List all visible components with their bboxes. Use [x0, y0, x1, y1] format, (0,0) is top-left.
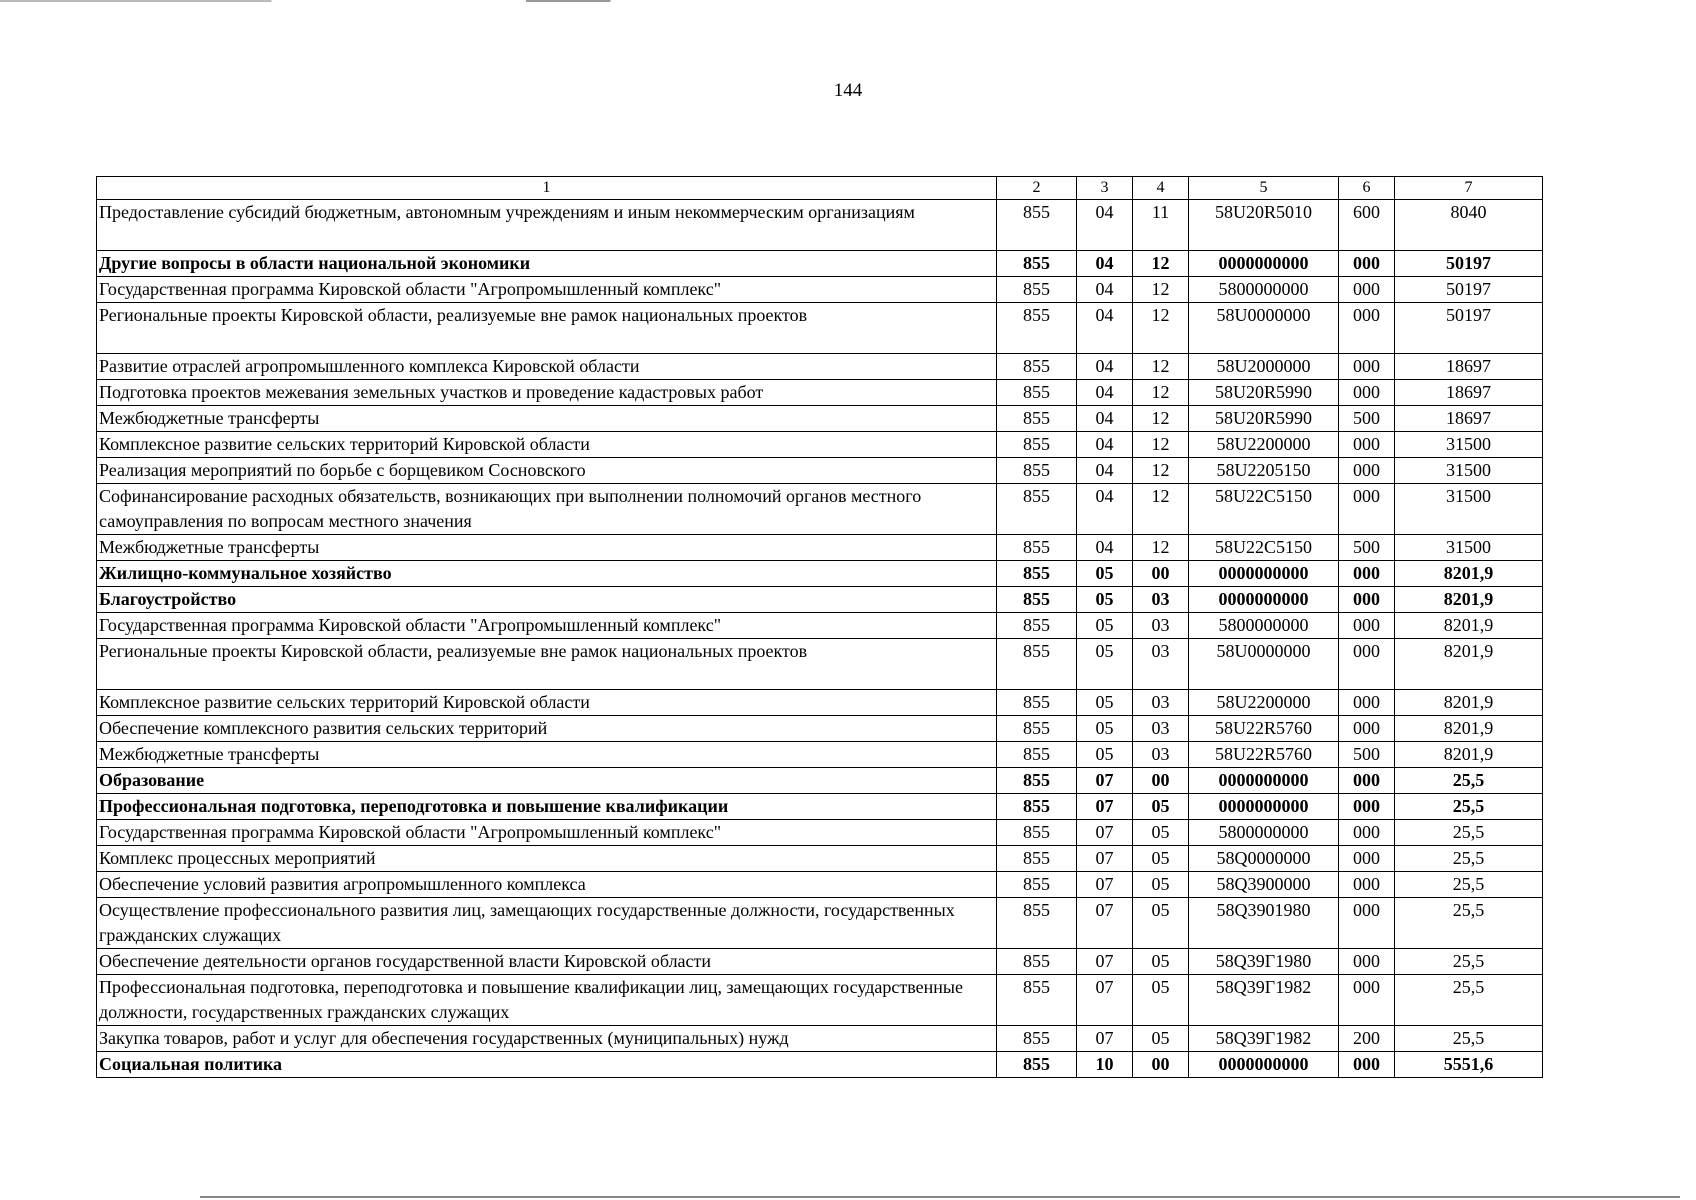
row-admin-code: 855 [997, 303, 1077, 354]
row-admin-code: 855 [997, 406, 1077, 432]
row-expense-type: 000 [1339, 1052, 1395, 1078]
table-row [97, 820, 1543, 846]
row-subsection: 12 [1133, 380, 1189, 406]
row-expense-type: 000 [1339, 898, 1395, 949]
row-name: Обеспечение комплексного развития сельских территорий [97, 716, 997, 742]
row-amount: 18697 [1395, 354, 1543, 380]
row-section: 04 [1077, 251, 1133, 277]
row-target-article: 58Q3901980 [1189, 898, 1339, 949]
header-cell-2: 2 [997, 177, 1077, 200]
table-row [97, 898, 1543, 949]
row-admin-code: 855 [997, 949, 1077, 975]
row-amount: 8201,9 [1395, 742, 1543, 768]
table-row [97, 1052, 1543, 1078]
row-target-article: 58U2200000 [1189, 690, 1339, 716]
scan-edge-bottom [200, 1196, 1680, 1198]
row-expense-type: 000 [1339, 561, 1395, 587]
row-target-article: 58Q0000000 [1189, 846, 1339, 872]
budget-table-container [96, 176, 1542, 1078]
row-amount: 25,5 [1395, 1026, 1543, 1052]
row-subsection: 12 [1133, 484, 1189, 535]
row-expense-type: 000 [1339, 846, 1395, 872]
header-cell-4: 4 [1133, 177, 1189, 200]
row-section: 04 [1077, 406, 1133, 432]
row-expense-type: 000 [1339, 354, 1395, 380]
row-amount: 8201,9 [1395, 561, 1543, 587]
row-admin-code: 855 [997, 277, 1077, 303]
row-expense-type: 600 [1339, 200, 1395, 251]
row-admin-code: 855 [997, 768, 1077, 794]
table-row [97, 406, 1543, 432]
row-section: 07 [1077, 820, 1133, 846]
row-admin-code: 855 [997, 639, 1077, 690]
row-target-article: 58Q39Г1980 [1189, 949, 1339, 975]
row-name: Государственная программа Кировской области "Агропромышленный комплекс" [97, 613, 997, 639]
row-name: Комплексное развитие сельских территорий Кировской области [97, 432, 997, 458]
row-admin-code: 855 [997, 354, 1077, 380]
row-target-article: 58U20R5010 [1189, 200, 1339, 251]
row-target-article: 58U22R5760 [1189, 716, 1339, 742]
row-admin-code: 855 [997, 872, 1077, 898]
row-amount: 8201,9 [1395, 639, 1543, 690]
header-cell-1: 1 [97, 177, 997, 200]
row-target-article: 58U0000000 [1189, 303, 1339, 354]
row-amount: 50197 [1395, 277, 1543, 303]
row-admin-code: 855 [997, 380, 1077, 406]
table-row [97, 432, 1543, 458]
table-row [97, 949, 1543, 975]
row-amount: 25,5 [1395, 768, 1543, 794]
row-subsection: 00 [1133, 768, 1189, 794]
row-name: Закупка товаров, работ и услуг для обеспечения государственных (муниципальных) нужд [97, 1026, 997, 1052]
row-subsection: 12 [1133, 251, 1189, 277]
row-section: 05 [1077, 587, 1133, 613]
row-subsection: 03 [1133, 639, 1189, 690]
table-row [97, 535, 1543, 561]
row-target-article: 58U22C5150 [1189, 535, 1339, 561]
table-row [97, 354, 1543, 380]
row-expense-type: 500 [1339, 406, 1395, 432]
row-name: Образование [97, 768, 997, 794]
row-subsection: 05 [1133, 820, 1189, 846]
row-section: 05 [1077, 742, 1133, 768]
row-subsection: 12 [1133, 406, 1189, 432]
row-subsection: 05 [1133, 794, 1189, 820]
row-subsection: 05 [1133, 1026, 1189, 1052]
row-subsection: 12 [1133, 535, 1189, 561]
table-header-row [97, 177, 1543, 200]
table-row [97, 846, 1543, 872]
row-admin-code: 855 [997, 432, 1077, 458]
header-cell-6: 6 [1339, 177, 1395, 200]
row-section: 07 [1077, 794, 1133, 820]
row-amount: 8201,9 [1395, 613, 1543, 639]
row-amount: 31500 [1395, 484, 1543, 535]
row-expense-type: 000 [1339, 716, 1395, 742]
row-section: 04 [1077, 200, 1133, 251]
row-target-article: 0000000000 [1189, 1052, 1339, 1078]
row-expense-type: 000 [1339, 975, 1395, 1026]
row-section: 07 [1077, 949, 1133, 975]
row-subsection: 00 [1133, 1052, 1189, 1078]
row-amount: 31500 [1395, 432, 1543, 458]
table-row [97, 742, 1543, 768]
row-admin-code: 855 [997, 975, 1077, 1026]
row-name: Социальная политика [97, 1052, 997, 1078]
row-name: Государственная программа Кировской области "Агропромышленный комплекс" [97, 277, 997, 303]
row-target-article: 58U2205150 [1189, 458, 1339, 484]
table-row [97, 458, 1543, 484]
row-name: Развитие отраслей агропромышленного комплекса Кировской области [97, 354, 997, 380]
row-expense-type: 000 [1339, 303, 1395, 354]
table-row [97, 716, 1543, 742]
row-section: 04 [1077, 432, 1133, 458]
row-amount: 31500 [1395, 458, 1543, 484]
row-amount: 50197 [1395, 303, 1543, 354]
row-target-article: 0000000000 [1189, 251, 1339, 277]
row-section: 04 [1077, 380, 1133, 406]
row-expense-type: 000 [1339, 587, 1395, 613]
row-admin-code: 855 [997, 200, 1077, 251]
row-subsection: 03 [1133, 587, 1189, 613]
row-expense-type: 000 [1339, 251, 1395, 277]
row-target-article: 58U20R5990 [1189, 406, 1339, 432]
row-amount: 8201,9 [1395, 690, 1543, 716]
row-section: 10 [1077, 1052, 1133, 1078]
row-section: 05 [1077, 561, 1133, 587]
row-admin-code: 855 [997, 1052, 1077, 1078]
row-name: Профессиональная подготовка, переподготовка и повышение квалификации [97, 794, 997, 820]
row-subsection: 12 [1133, 458, 1189, 484]
row-section: 07 [1077, 846, 1133, 872]
table-row [97, 768, 1543, 794]
row-amount: 5551,6 [1395, 1052, 1543, 1078]
row-admin-code: 855 [997, 716, 1077, 742]
row-name: Жилищно-коммунальное хозяйство [97, 561, 997, 587]
row-subsection: 03 [1133, 613, 1189, 639]
table-row [97, 794, 1543, 820]
budget-table [96, 176, 1543, 1078]
row-expense-type: 200 [1339, 1026, 1395, 1052]
row-name: Обеспечение деятельности органов государственной власти Кировской области [97, 949, 997, 975]
table-row [97, 613, 1543, 639]
row-amount: 18697 [1395, 406, 1543, 432]
row-name: Предоставление субсидий бюджетным, автономным учреждениям и иным некоммерческим организациям [97, 200, 997, 251]
row-admin-code: 855 [997, 484, 1077, 535]
row-admin-code: 855 [997, 898, 1077, 949]
table-row [97, 277, 1543, 303]
row-section: 07 [1077, 975, 1133, 1026]
row-subsection: 05 [1133, 846, 1189, 872]
table-row [97, 561, 1543, 587]
row-section: 07 [1077, 768, 1133, 794]
table-row [97, 872, 1543, 898]
row-admin-code: 855 [997, 820, 1077, 846]
row-target-article: 5800000000 [1189, 613, 1339, 639]
row-name: Подготовка проектов межевания земельных участков и проведение кадастровых работ [97, 380, 997, 406]
table-row [97, 380, 1543, 406]
row-expense-type: 000 [1339, 794, 1395, 820]
row-expense-type: 000 [1339, 690, 1395, 716]
row-expense-type: 000 [1339, 768, 1395, 794]
row-admin-code: 855 [997, 613, 1077, 639]
row-target-article: 58U22C5150 [1189, 484, 1339, 535]
row-amount: 8201,9 [1395, 716, 1543, 742]
row-target-article: 58U22R5760 [1189, 742, 1339, 768]
row-expense-type: 000 [1339, 432, 1395, 458]
table-row [97, 200, 1543, 251]
row-name: Осуществление профессионального развития лиц, замещающих государственные должности, государственных гражданских служащих [97, 898, 997, 949]
row-target-article: 58Q39Г1982 [1189, 1026, 1339, 1052]
row-amount: 25,5 [1395, 794, 1543, 820]
row-expense-type: 000 [1339, 484, 1395, 535]
row-expense-type: 000 [1339, 639, 1395, 690]
row-subsection: 05 [1133, 898, 1189, 949]
row-name: Государственная программа Кировской области "Агропромышленный комплекс" [97, 820, 997, 846]
row-target-article: 0000000000 [1189, 587, 1339, 613]
row-expense-type: 000 [1339, 380, 1395, 406]
row-target-article: 58Q39Г1982 [1189, 975, 1339, 1026]
table-row [97, 690, 1543, 716]
row-expense-type: 000 [1339, 872, 1395, 898]
table-row [97, 639, 1543, 690]
row-section: 05 [1077, 639, 1133, 690]
row-target-article: 5800000000 [1189, 277, 1339, 303]
row-amount: 25,5 [1395, 975, 1543, 1026]
row-section: 05 [1077, 690, 1133, 716]
table-row [97, 484, 1543, 535]
row-section: 07 [1077, 898, 1133, 949]
row-name: Региональные проекты Кировской области, реализуемые вне рамок национальных проектов [97, 303, 997, 354]
row-section: 04 [1077, 458, 1133, 484]
row-name: Межбюджетные трансферты [97, 535, 997, 561]
row-admin-code: 855 [997, 794, 1077, 820]
row-section: 04 [1077, 484, 1133, 535]
row-target-article: 0000000000 [1189, 794, 1339, 820]
table-row [97, 975, 1543, 1026]
row-subsection: 12 [1133, 354, 1189, 380]
row-target-article: 0000000000 [1189, 561, 1339, 587]
row-name: Другие вопросы в области национальной экономики [97, 251, 997, 277]
row-admin-code: 855 [997, 1026, 1077, 1052]
row-name: Межбюджетные трансферты [97, 742, 997, 768]
row-name: Межбюджетные трансферты [97, 406, 997, 432]
row-amount: 25,5 [1395, 898, 1543, 949]
row-subsection: 03 [1133, 742, 1189, 768]
row-target-article: 58U2200000 [1189, 432, 1339, 458]
row-subsection: 03 [1133, 716, 1189, 742]
row-amount: 25,5 [1395, 872, 1543, 898]
row-subsection: 05 [1133, 949, 1189, 975]
row-name: Комплексное развитие сельских территорий Кировской области [97, 690, 997, 716]
row-expense-type: 000 [1339, 277, 1395, 303]
row-subsection: 03 [1133, 690, 1189, 716]
row-section: 04 [1077, 354, 1133, 380]
row-name: Софинансирование расходных обязательств, возникающих при выполнении полномочий органов местного самоуправления по вопросам местного значения [97, 484, 997, 535]
row-amount: 31500 [1395, 535, 1543, 561]
header-cell-3: 3 [1077, 177, 1133, 200]
row-section: 04 [1077, 303, 1133, 354]
row-subsection: 05 [1133, 975, 1189, 1026]
row-target-article: 58U0000000 [1189, 639, 1339, 690]
scan-edge-top [0, 0, 1696, 2]
row-section: 04 [1077, 535, 1133, 561]
row-admin-code: 855 [997, 846, 1077, 872]
row-section: 05 [1077, 613, 1133, 639]
row-admin-code: 855 [997, 690, 1077, 716]
row-subsection: 00 [1133, 561, 1189, 587]
row-target-article: 58Q3900000 [1189, 872, 1339, 898]
table-row [97, 587, 1543, 613]
row-target-article: 58U2000000 [1189, 354, 1339, 380]
header-cell-7: 7 [1395, 177, 1543, 200]
row-amount: 25,5 [1395, 820, 1543, 846]
page-number: 144 [833, 80, 863, 101]
row-amount: 8201,9 [1395, 587, 1543, 613]
row-subsection: 05 [1133, 872, 1189, 898]
row-target-article: 5800000000 [1189, 820, 1339, 846]
table-row [97, 251, 1543, 277]
row-subsection: 12 [1133, 277, 1189, 303]
row-admin-code: 855 [997, 458, 1077, 484]
row-amount: 50197 [1395, 251, 1543, 277]
row-target-article: 0000000000 [1189, 768, 1339, 794]
row-subsection: 12 [1133, 432, 1189, 458]
row-name: Обеспечение условий развития агропромышленного комплекса [97, 872, 997, 898]
row-section: 07 [1077, 1026, 1133, 1052]
row-admin-code: 855 [997, 251, 1077, 277]
row-section: 05 [1077, 716, 1133, 742]
table-row [97, 1026, 1543, 1052]
row-amount: 25,5 [1395, 949, 1543, 975]
row-name: Реализация мероприятий по борьбе с борщевиком Сосновского [97, 458, 997, 484]
row-admin-code: 855 [997, 587, 1077, 613]
row-name: Региональные проекты Кировской области, реализуемые вне рамок национальных проектов [97, 639, 997, 690]
row-section: 07 [1077, 872, 1133, 898]
row-name: Профессиональная подготовка, переподготовка и повышение квалификации лиц, замещающих государственные должности, государственных гражданских служащих [97, 975, 997, 1026]
row-expense-type: 500 [1339, 535, 1395, 561]
row-amount: 25,5 [1395, 846, 1543, 872]
row-amount: 8040 [1395, 200, 1543, 251]
row-subsection: 12 [1133, 303, 1189, 354]
row-admin-code: 855 [997, 561, 1077, 587]
row-section: 04 [1077, 277, 1133, 303]
row-expense-type: 500 [1339, 742, 1395, 768]
row-expense-type: 000 [1339, 613, 1395, 639]
row-subsection: 11 [1133, 200, 1189, 251]
row-admin-code: 855 [997, 742, 1077, 768]
row-target-article: 58U20R5990 [1189, 380, 1339, 406]
row-expense-type: 000 [1339, 820, 1395, 846]
header-cell-5: 5 [1189, 177, 1339, 200]
row-admin-code: 855 [997, 535, 1077, 561]
row-expense-type: 000 [1339, 949, 1395, 975]
row-expense-type: 000 [1339, 458, 1395, 484]
row-name: Благоустройство [97, 587, 997, 613]
row-amount: 18697 [1395, 380, 1543, 406]
table-row [97, 303, 1543, 354]
row-name: Комплекс процессных мероприятий [97, 846, 997, 872]
